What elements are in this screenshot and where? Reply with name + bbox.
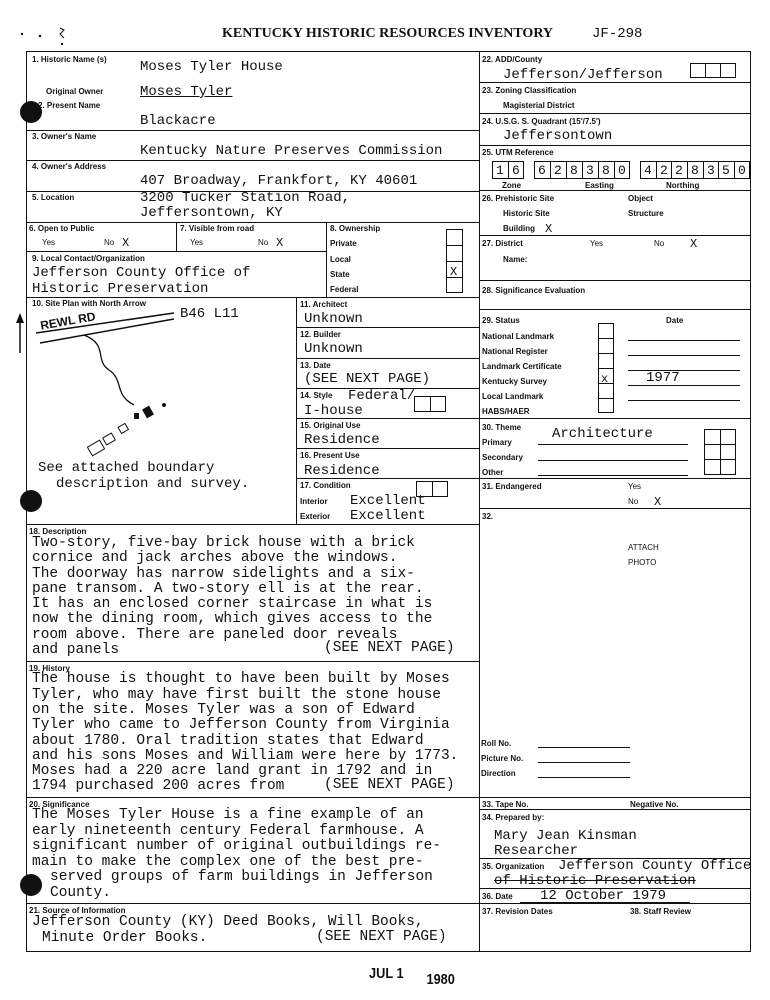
builder-label: 12. Builder [300,330,341,339]
status-item: Local Landmark [482,392,544,401]
original-owner-value: Moses Tyler [140,84,233,100]
source-line1: Jefferson County (KY) Deed Books, Will Books, [32,914,424,930]
utm-easting-digit: 8 [570,163,578,178]
significance-line: early nineteenth century Federal farmhouse. A [32,823,424,839]
source-line2: Minute Order Books. [42,930,208,946]
staff-review-label: 38. Staff Review [630,907,691,916]
utm-northing-digit: 2 [675,163,683,178]
theme-primary-value: Architecture [552,426,653,442]
date-value: (SEE NEXT PAGE) [304,371,431,387]
style-label: 14. Style [300,391,333,400]
date-prepared-value: 12 October 1979 [540,888,667,904]
visible-road-label: 7. Visible from road [180,224,255,233]
form-id: JF-298 [592,26,643,42]
endangered-yes: Yes [628,482,642,491]
status-item: National Landmark [482,332,555,341]
history-line: about 1780. Oral tradition states that Edward [32,733,424,749]
endangered-label: 31. Endangered [482,482,542,491]
local-contact-label: 9. Local Contact/Organization [32,254,145,263]
prepared-by-label: 34. Prepared by: [482,813,545,822]
corner-smudge-marks [16,22,76,52]
zoning-label: 23. Zoning Classification [482,86,577,95]
theme-primary-label: Primary [482,438,512,447]
significance-line: main to make the complex one of the best pre- [32,854,424,870]
present-use-label: 16. Present Use [300,451,360,460]
history-line: 1794 purchased 200 acres from [32,778,285,794]
style-line1: Federal/ [348,388,416,404]
organization-line2: of Historic Preservation [494,873,696,889]
organization-label: 35. Organization [482,862,545,871]
outbuilding-shape-1 [134,413,139,419]
organization-line1: Jefferson County Office [558,858,752,874]
building-mark: X [545,222,553,236]
status-item: HABS/HAER [482,407,530,416]
visible-road-mark: X [276,236,284,250]
revision-dates-label: 37. Revision Dates [482,907,553,916]
historic-name-label: 1. Historic Name (s) [32,55,107,64]
exterior-value: Excellent [350,508,426,524]
owner-address-label: 4. Owner's Address [32,162,107,171]
direction-label: Direction [481,769,516,778]
utm-northing-digit: 5 [722,163,730,178]
district-mark: X [690,237,698,251]
source-label: 21. Source of Information [29,906,126,915]
description-see-next: (SEE NEXT PAGE) [324,640,455,656]
utm-easting-digit: 2 [554,163,562,178]
utm-label: 25. UTM Reference [482,148,554,157]
theme-other-label: Other [482,468,504,477]
description-line: Two-story, five-bay brick house with a brick [32,535,415,551]
binder-hole-middle [20,490,42,512]
status-item: Landmark Certificate [482,362,562,371]
ownership-state-mark: X [450,265,458,279]
description-line: pane transom. A two-story ell is at the rear. [32,581,424,597]
owner-name-label: 3. Owner's Name [32,132,97,141]
ownership-federal: Federal [330,285,359,294]
attach-photo-line1: ATTACH [628,543,659,552]
history-line: Tyler who came to Jefferson County from Virginia [32,717,450,733]
present-use-value: Residence [304,463,380,479]
interior-value: Excellent [350,493,426,509]
utm-northing-digit: 3 [707,163,715,178]
main-house-shape [142,406,154,419]
significance-line: served groups of farm buildings in Jefferson [50,869,433,885]
significance-line: County. [50,885,111,901]
status-label: 29. Status [482,316,520,325]
description-line: room above. There are paneled door reveals [32,627,398,643]
utm-zone-digit: 1 [496,163,504,178]
road-name: REWL RD [39,309,97,333]
quadrant-label: 24. U.S.G. S. Quadrant (15'/7.5') [482,117,601,126]
site-marker-dot [162,403,166,407]
description-line: and panels [32,642,120,658]
utm-northing-label: Northing [666,181,700,190]
architect-value: Unknown [304,311,363,327]
utm-northing-digit: 0 [738,163,746,178]
utm-zone-digit: 6 [512,163,520,178]
owner-address-value: 407 Broadway, Frankfort, KY 40601 [140,173,418,189]
history-label: 19. History [29,664,70,673]
prehistoric-site-label: 26. Prehistoric Site [482,194,555,203]
description-line: cornice and jack arches above the windows. [32,550,398,566]
visible-road-no: No [258,238,269,247]
builder-value: Unknown [304,341,363,357]
local-contact-line1: Jefferson County Office of [32,265,251,281]
present-name-label: 2. Present Name [38,101,101,110]
open-public-yes: Yes [42,238,56,247]
roll-no-label: Roll No. [481,739,512,748]
historic-site-label: Historic Site [503,209,550,218]
binder-hole-bottom [20,874,42,896]
history-line: The house is thought to have been built by Moses [32,671,450,687]
status-date-label: Date [666,316,684,325]
map-reference: B46 L11 [180,306,239,322]
negative-no-label: Negative No. [630,800,679,809]
location-line2: Jeffersontown, KY [140,205,283,221]
magisterial-district-label: Magisterial District [503,101,575,110]
kentucky-survey-mark: x [601,372,609,386]
outbuilding-shape-2 [118,423,128,433]
utm-easting-digit: 8 [602,163,610,178]
location-label: 5. Location [32,193,75,202]
source-see-next: (SEE NEXT PAGE) [316,929,447,945]
history-line: Tyler, who may have first built the stone house [32,687,441,703]
utm-easting-label: Easting [585,181,614,190]
significance-evaluation-label: 28. Significance Evaluation [482,286,586,295]
utm-zone-label: Zone [502,181,522,190]
condition-label: 17. Condition [300,481,351,490]
structure-label: Structure [628,209,664,218]
driveway-path [84,335,134,405]
date-prepared-label: 36. Date [482,892,513,901]
historic-name-value: Moses Tyler House [140,59,283,75]
photo-field-label: 32. [482,512,494,521]
site-note-line2: description and survey. [56,476,250,492]
significance-line: The Moses Tyler House is a fine example of an [32,807,424,823]
open-public-no: No [104,238,115,247]
district-name-label: Name: [503,255,528,264]
district-yes: Yes [590,239,604,248]
site-plan-label: 10. Site Plan with North Arrow [32,299,146,308]
add-county-value: Jefferson/Jefferson [503,67,663,83]
endangered-mark: X [654,495,662,509]
open-public-mark: X [122,236,130,250]
description-label: 18. Description [29,527,87,536]
significance-label: 20. Significance [29,800,90,809]
ownership-local: Local [330,255,351,264]
received-stamp-year: 1980 [426,971,455,988]
site-note-line1: See attached boundary [38,460,215,476]
architect-label: 11. Architect [300,300,348,309]
form-title: KENTUCKY HISTORIC RESOURCES INVENTORY [222,26,554,41]
status-item: National Register [482,347,548,356]
utm-northing-digit: 8 [691,163,699,178]
history-line: on the site. Moses Tyler was a son of Edward [32,702,415,718]
description-line: now the dining room, which gives access to the [32,611,433,627]
theme-secondary-label: Secondary [482,453,523,462]
tape-no-label: 33. Tape No. [482,800,529,809]
picture-no-label: Picture No. [481,754,524,763]
outbuilding-shape-4 [87,440,104,456]
utm-easting-digit: 6 [538,163,546,178]
local-contact-line2: Historic Preservation [32,281,209,297]
building-label: Building [503,224,535,233]
ownership-state: State [330,270,350,279]
add-county-label: 22. ADD/County [482,55,543,64]
prepared-by-title: Researcher [494,843,579,859]
quadrant-value: Jeffersontown [503,128,613,144]
ownership-private: Private [330,239,357,248]
open-public-label: 6. Open to Public [29,224,95,233]
history-line: Moses had a 220 acre land grant in 1792 and in [32,763,433,779]
original-owner-label: Original Owner [46,87,104,96]
description-line: It has an enclosed corner staircase in what is [32,596,433,612]
survey-date-value: 1977 [646,370,680,386]
county-code-box [690,63,736,78]
present-name-value: Blackacre [140,113,216,129]
status-item: Kentucky Survey [482,377,547,386]
theme-label: 30. Theme [482,423,522,432]
ownership-label: 8. Ownership [330,224,381,233]
utm-northing-digit: 4 [644,163,652,178]
object-label: Object [628,194,653,203]
north-arrow-head [16,313,24,323]
original-use-label: 15. Original Use [300,421,361,430]
received-stamp-date: JUL 1 [369,965,404,982]
interior-label: Interior [300,497,328,506]
location-line1: 3200 Tucker Station Road, [140,190,351,206]
district-no: No [654,239,665,248]
utm-northing-digit: 2 [660,163,668,178]
prepared-by-name: Mary Jean Kinsman [494,828,637,844]
attach-photo-line2: PHOTO [628,558,657,567]
date-label: 13. Date [300,361,331,370]
utm-easting-digit: 0 [618,163,626,178]
owner-name-value: Kentucky Nature Preserves Commission [140,143,443,159]
description-line: The doorway has narrow sidelights and a six- [32,566,415,582]
outbuilding-shape-3 [103,433,116,445]
endangered-no: No [628,497,639,506]
significance-line: significant number of original outbuildings re- [32,838,441,854]
utm-easting-digit: 3 [586,163,594,178]
style-line2: I-house [304,403,363,419]
original-use-value: Residence [304,432,380,448]
exterior-label: Exterior [300,512,331,521]
visible-road-yes: Yes [190,238,204,247]
history-see-next: (SEE NEXT PAGE) [324,777,455,793]
history-line: and his sons Moses and William were here by 1773. [32,748,459,764]
district-label: 27. District [482,239,523,248]
